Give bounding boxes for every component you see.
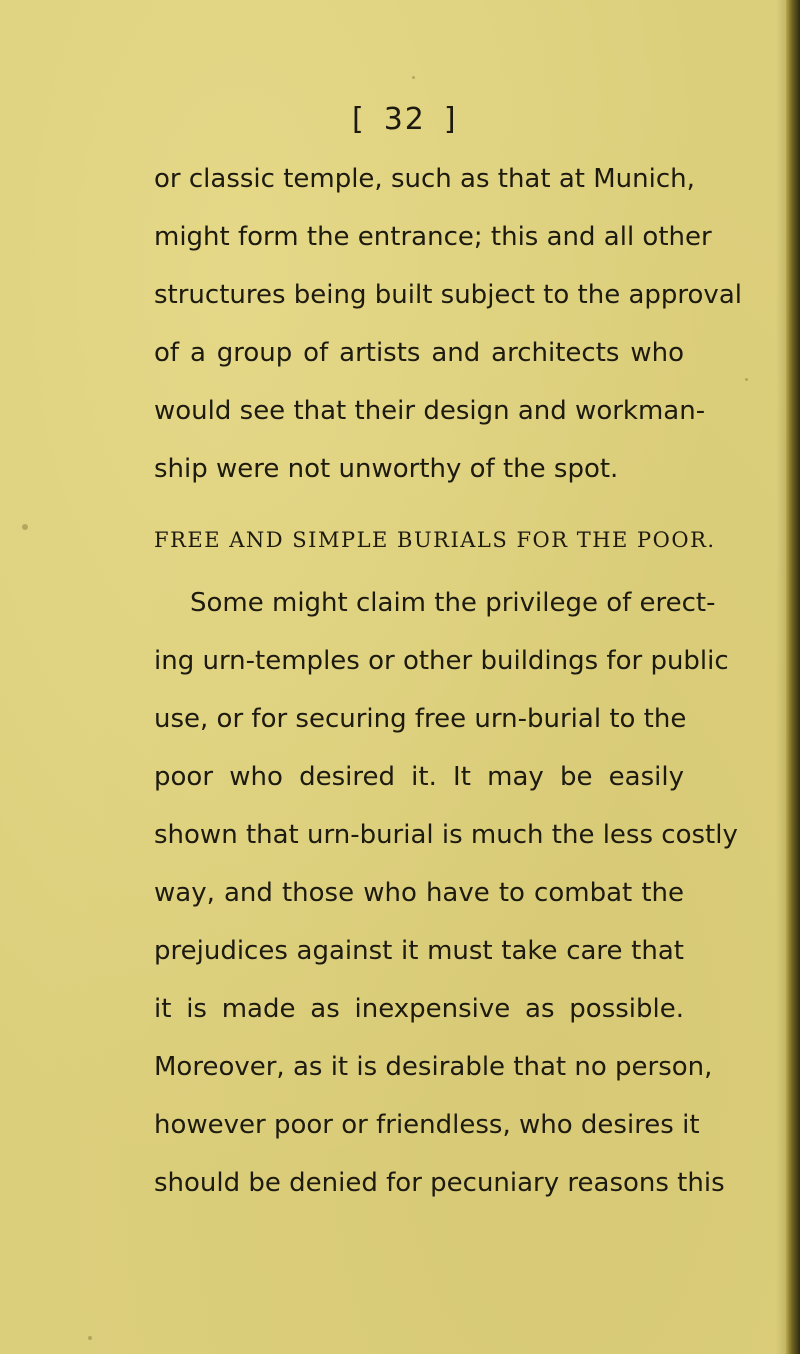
folio-close-bracket: ]	[443, 102, 458, 137]
section-heading: FREE AND SIMPLE BURIALS FOR THE POOR.	[154, 528, 716, 552]
text-line: it is made as inexpensive as possible.	[154, 994, 684, 1024]
text-line: poor who desired it. It may be easily	[154, 762, 684, 792]
text-line: however poor or friendless, who desires it	[154, 1110, 700, 1140]
paper-speck	[88, 1336, 92, 1340]
text-line: use, or for securing free urn-burial to the	[154, 704, 687, 734]
text-line: ship were not unworthy of the spot.	[154, 454, 619, 484]
paper-speck	[412, 76, 415, 79]
text-line: would see that their design and workman-	[154, 396, 706, 426]
text-line: should be denied for pecuniary reasons this	[154, 1168, 725, 1198]
text-line: Moreover, as it is desirable that no person,	[154, 1052, 713, 1082]
text-line: ing urn-temples or other buildings for public	[154, 646, 729, 676]
folio-open-bracket: [	[352, 102, 366, 137]
text-line: shown that urn-burial is much the less costly	[154, 820, 738, 850]
page-edge	[786, 0, 800, 1354]
text-line: of a group of artists and architects who	[154, 338, 684, 368]
page-number: 32	[383, 102, 426, 137]
paragraph-continued	[154, 150, 742, 498]
text-line: Some might claim the privilege of erect-	[190, 588, 716, 618]
text-line: might form the entrance; this and all other	[154, 222, 712, 252]
text-line: or classic temple, such as that at Munich,	[154, 164, 695, 194]
text-line: way, and those who have to combat the	[154, 878, 684, 908]
paragraph-burials	[154, 574, 738, 1212]
paper-speck	[22, 524, 28, 530]
page-gutter-shadow	[776, 0, 786, 1354]
paper-speck	[745, 378, 748, 381]
text-line: prejudices against it must take care that	[154, 936, 684, 966]
text-line: structures being built subject to the approval	[154, 280, 742, 310]
page-number-header	[352, 102, 492, 137]
